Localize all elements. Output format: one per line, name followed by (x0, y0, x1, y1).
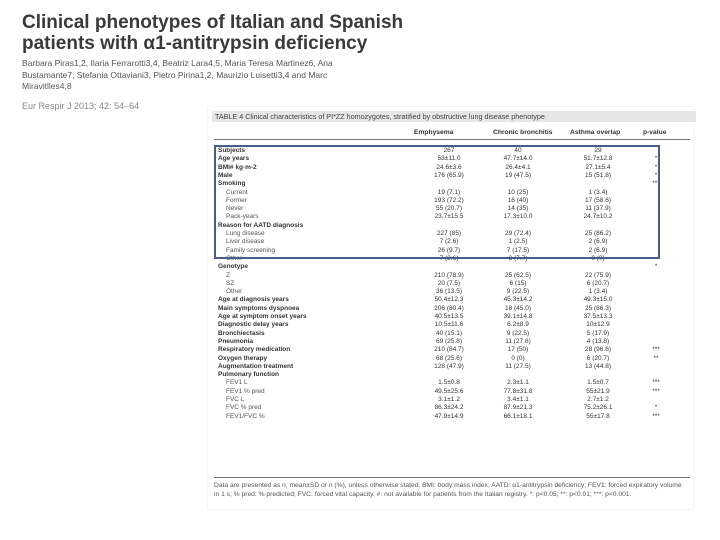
row-label: Age years (218, 155, 250, 163)
value-cell: 77.8±31.8 (503, 387, 533, 395)
table-row (214, 388, 690, 396)
row-label: Diagnostic delay years (218, 321, 289, 329)
table-row (214, 396, 690, 404)
value-cell: 11 (27.5) (505, 362, 531, 370)
value-cell: 3.1±1.2 (438, 396, 460, 403)
row-label: Current (226, 188, 248, 196)
p-value-cell: *** (652, 180, 660, 188)
value-cell: 267 (443, 147, 455, 154)
value-cell: 45.3±14.2 (503, 296, 533, 304)
row-label: Former (226, 196, 247, 204)
row-label: Never (226, 205, 244, 213)
column-header-emphysema: Emphysema (414, 129, 454, 136)
value-cell: 193 (72.2) (434, 196, 464, 204)
value-cell: 39.1±14.8 (503, 313, 533, 320)
value-cell: 26 (9.7) (437, 246, 461, 254)
row-label: Other (226, 288, 243, 296)
table-row (214, 363, 690, 371)
table-row (214, 346, 690, 354)
table-row (214, 296, 690, 304)
author-list: Barbara Piras1,2, Ilaria Ferrarotti3,4, Beatriz Lara4,5, Maria Teresa Martinez6, Ana Bustamante7, Stefania Ottaviani3, Pietro Pirina1,2, Maurizio Luisetti3,4 and Marc Miravitlles4,8 (22, 58, 333, 91)
table-row (214, 338, 690, 346)
column-header-p-value: p-value (643, 129, 667, 136)
value-cell: 210 (84.7) (434, 346, 464, 354)
row-label: Liver disease (226, 238, 265, 246)
row-label: Main symptoms dyspnoea (218, 304, 300, 312)
value-cell: 206 (80.4) (434, 304, 464, 312)
value-cell: 128 (47.9) (434, 362, 464, 370)
value-cell: 11 (37.9) (585, 205, 611, 213)
value-cell: 6 (20.7) (586, 279, 610, 287)
value-cell: 3.4±1.1 (507, 396, 529, 403)
table-row (214, 263, 690, 271)
table-row (214, 330, 690, 338)
value-cell: 47.7±14.0 (503, 155, 533, 163)
highlight-box (214, 145, 660, 259)
table-row (214, 321, 690, 329)
row-label: Smoking (218, 180, 246, 188)
value-cell: 40.5±13.5 (434, 313, 464, 320)
value-cell: 66.1±18.1 (503, 412, 533, 420)
value-cell: 15 (51.8) (584, 171, 612, 179)
value-cell: 40 (15.1) (435, 329, 463, 337)
value-cell: 53±11.0 (437, 155, 461, 163)
value-cell: 27.1±5.4 (585, 163, 611, 171)
row-label: FEV1/FVC % (226, 412, 265, 420)
row-label: SZ (226, 279, 235, 287)
value-cell: 1 (2.5) (508, 238, 528, 246)
table-caption: TABLE 4 Clinical characteristics of PI*ZZ homozygotes, stratified by obstructive lung disease phenotype (212, 111, 696, 122)
row-label: Family screening (226, 246, 276, 254)
value-cell: 19 (7.1) (437, 188, 461, 196)
value-cell: 10 (25) (507, 188, 529, 196)
value-cell: 7 (2.6) (439, 238, 459, 246)
value-cell: 7 (2.6) (439, 254, 459, 262)
value-cell: 10±12.9 (586, 321, 610, 329)
footer-rule (214, 477, 690, 478)
row-label: Lung disease (226, 230, 265, 237)
value-cell: 55±21.9 (586, 387, 610, 395)
value-cell: 47.9±14.9 (434, 412, 464, 420)
value-cell: 55±17.8 (586, 412, 610, 420)
row-label: Age at diagnosis years (218, 296, 289, 304)
value-cell: 26.4±4.1 (505, 163, 531, 171)
value-cell: 2.7±1.2 (587, 396, 609, 403)
column-header-chronic-bronchitis: Chronic bronchitis (493, 129, 553, 136)
value-cell: 1 (3.4) (588, 188, 608, 196)
value-cell: 49.5±25.6 (434, 387, 464, 395)
row-label: FVC % pred (226, 404, 262, 412)
p-value-cell: * (654, 163, 658, 171)
value-cell: 1.5±0.7 (587, 379, 609, 387)
value-cell: 25 (62.5) (504, 271, 532, 279)
value-cell: 37.5±13.3 (583, 313, 613, 320)
value-cell: 40 (514, 147, 522, 154)
row-label: Augmentation treatment (218, 362, 294, 370)
row-label: Male (218, 171, 233, 179)
value-cell: 22 (75.9) (584, 271, 612, 279)
row-label: FVC L (226, 396, 245, 403)
table-row (214, 288, 690, 296)
row-label: BMI# kg·m-2 (218, 163, 257, 171)
journal-citation: Eur Respir J 2013; 42: 54–64 (22, 101, 140, 111)
value-cell: 210 (78.9) (434, 271, 464, 279)
table-row (214, 280, 690, 288)
p-value-cell: *** (652, 387, 660, 395)
table-row (214, 379, 690, 387)
table-footnote: Data are presented as n, mean±SD or n (%), unless otherwise stated. BMI: body mass index; AATD: α1-antitrypsin deficiency; FEV1: forced expiratory volume in 1 s; % pred: % predicted; FVC: forced vital capacity. #: not available for patients from the Italian registry. *: p<0.05; **: p<0.01; ***: p<0.001. (214, 482, 682, 498)
value-cell: 7 (17.5) (506, 246, 530, 254)
p-value-cell: * (654, 404, 658, 412)
p-value-cell: *** (652, 412, 660, 420)
value-cell: 28 (96.6) (584, 346, 612, 354)
row-label: Other (226, 254, 243, 262)
row-label: Reason for AATD diagnosis (218, 221, 304, 229)
value-cell: 1 (3.4) (588, 288, 608, 296)
value-cell: 49.3±15.0 (583, 296, 613, 304)
row-label: Pneumonia (218, 337, 254, 345)
value-cell: 6 (15) (509, 279, 527, 287)
table-row (214, 313, 690, 321)
value-cell: 227 (85) (436, 230, 462, 237)
row-label: FEV1 % pred (226, 387, 265, 395)
row-label: FEV1 L (226, 379, 248, 387)
row-label: Pulmonary function (218, 371, 280, 379)
row-label: Pack-years (226, 213, 259, 221)
value-cell: 68 (25.6) (435, 354, 463, 362)
row-label: Respiratory medication (218, 346, 291, 354)
p-value-cell: * (654, 263, 658, 271)
value-cell: 18 (45.0) (504, 304, 532, 312)
table-row (214, 305, 690, 313)
table-row (214, 272, 690, 280)
value-cell: 24.6±3.6 (436, 163, 462, 171)
header-rule (214, 139, 690, 140)
value-cell: 5 (17.9) (586, 329, 610, 337)
table-row (214, 413, 690, 421)
value-cell: 2.3±1.1 (507, 379, 529, 387)
value-cell: 0 (0) (591, 254, 605, 262)
value-cell: 25 (86.3) (584, 304, 612, 312)
value-cell: 10.5±11.6 (434, 321, 464, 329)
p-value-cell: *** (652, 346, 660, 354)
row-label: Subjects (218, 147, 246, 154)
value-cell: 29 (72.4) (504, 230, 532, 237)
table-row (214, 404, 690, 412)
value-cell: 13 (44.8) (584, 362, 612, 370)
value-cell: 29 (594, 147, 602, 154)
value-cell: 75.2±26.1 (583, 404, 613, 412)
value-cell: 14 (35) (507, 205, 529, 213)
value-cell: 2 (6.9) (588, 246, 608, 254)
value-cell: 36 (13.5) (435, 288, 463, 296)
row-label: Genotype (218, 263, 248, 271)
value-cell: 50.4±12.3 (434, 296, 464, 304)
value-cell: 6 (20.7) (586, 354, 610, 362)
value-cell: 19 (47.5) (504, 171, 532, 179)
value-cell: 17.3±10.0 (503, 213, 533, 221)
value-cell: 17 (50) (507, 346, 529, 354)
value-cell: 2 (6.9) (588, 238, 608, 246)
value-cell: 1.5±0.8 (438, 379, 460, 387)
value-cell: 9 (22.5) (506, 288, 530, 296)
value-cell: 3 (7.7) (508, 254, 528, 262)
value-cell: 0 (0) (511, 354, 525, 362)
value-cell: 20 (7.5) (437, 279, 461, 287)
value-cell: 25 (86.2) (584, 230, 612, 237)
value-cell: 86.3±24.2 (434, 404, 464, 412)
p-value-cell: ** (653, 354, 659, 362)
value-cell: 51.7±12.8 (583, 155, 613, 163)
paper-title: Clinical phenotypes of Italian and Spanish patients with α1-antitrypsin deficiency (22, 12, 404, 54)
p-value-cell: * (654, 171, 658, 179)
value-cell: 9 (22.5) (506, 329, 530, 337)
column-header-asthma-overlap: Asthma overlap (570, 129, 621, 136)
value-cell: 17 (58.6) (584, 196, 612, 204)
p-value-cell: *** (652, 379, 660, 387)
row-label: Oxygen therapy (218, 354, 268, 362)
value-cell: 87.9±21.3 (503, 404, 533, 412)
value-cell: 11 (27.6) (505, 337, 531, 345)
p-value-cell: * (654, 155, 658, 163)
table-row (214, 371, 690, 379)
row-label: Z (226, 271, 230, 279)
value-cell: 69 (25.8) (435, 337, 463, 345)
value-cell: 55 (20.7) (435, 205, 463, 213)
value-cell: 4 (13.8) (586, 337, 610, 345)
value-cell: 16 (40) (507, 196, 529, 204)
value-cell: 176 (65.9) (434, 171, 464, 179)
row-label: Age at symptom onset years (218, 313, 307, 320)
value-cell: 6.2±8.9 (507, 321, 529, 329)
table-row (214, 355, 690, 363)
value-cell: 24.7±10.2 (583, 213, 613, 221)
row-label: Bronchiectasis (218, 329, 265, 337)
value-cell: 23.7±15.5 (434, 213, 464, 221)
